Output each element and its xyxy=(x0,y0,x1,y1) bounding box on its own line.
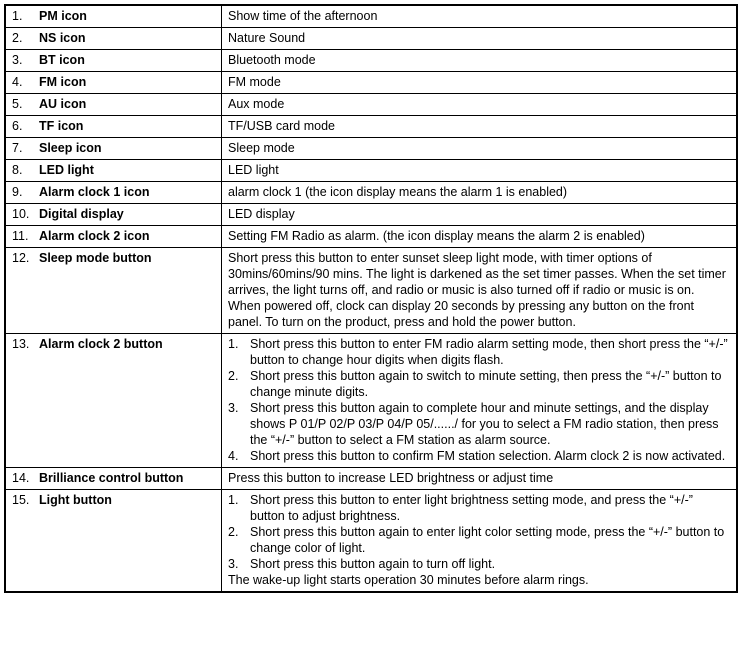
item-cell xyxy=(5,468,222,490)
item-label: Alarm clock 2 button xyxy=(39,337,163,351)
sub-item xyxy=(228,448,730,464)
item-description: Press this button to increase LED brightness or adjust time xyxy=(222,468,738,490)
table-row xyxy=(5,226,737,248)
item-label: TF icon xyxy=(39,119,84,133)
item-number: 14. xyxy=(12,471,30,485)
item-number: 1. xyxy=(12,9,23,23)
sub-item xyxy=(228,492,730,524)
item-number: 9. xyxy=(12,185,23,199)
sub-item xyxy=(228,524,730,556)
item-description xyxy=(222,490,738,593)
item-number: 8. xyxy=(12,163,23,177)
item-label: NS icon xyxy=(39,31,86,45)
table-row xyxy=(5,94,737,116)
table-row xyxy=(5,248,737,334)
item-cell xyxy=(5,204,222,226)
sub-item xyxy=(228,400,730,448)
item-description: Aux mode xyxy=(222,94,738,116)
item-description: alarm clock 1 (the icon display means the alarm 1 is enabled) xyxy=(222,182,738,204)
sub-item-text: Short press this button to enter FM radio alarm setting mode, then short press the “+/-” button to change hour digits when digits flash. xyxy=(250,337,728,367)
table-row xyxy=(5,490,737,593)
sub-item-text: Short press this button again to enter light color setting mode, press the “+/-” button to change color of light. xyxy=(250,525,725,555)
item-label: LED light xyxy=(39,163,94,177)
item-number: 15. xyxy=(12,493,30,507)
sub-item-text: Short press this button to enter light brightness setting mode, and press the “+/-” button to adjust brightness. xyxy=(250,493,693,523)
item-cell xyxy=(5,334,222,468)
item-number: 5. xyxy=(12,97,23,111)
item-description: Bluetooth mode xyxy=(222,50,738,72)
item-cell xyxy=(5,72,222,94)
item-number: 10. xyxy=(12,207,30,221)
item-description: LED display xyxy=(222,204,738,226)
item-number: 2. xyxy=(12,31,23,45)
item-footer: The wake-up light starts operation 30 minutes before alarm rings. xyxy=(228,573,589,587)
item-number: 3. xyxy=(12,53,23,67)
item-cell xyxy=(5,226,222,248)
item-cell xyxy=(5,50,222,72)
sub-item-number: 2. xyxy=(228,525,239,539)
item-cell xyxy=(5,160,222,182)
item-label: Brilliance control button xyxy=(39,471,184,485)
item-description: Nature Sound xyxy=(222,28,738,50)
item-number: 4. xyxy=(12,75,23,89)
sub-item xyxy=(228,368,730,400)
table-row xyxy=(5,160,737,182)
table-row xyxy=(5,5,737,28)
item-cell xyxy=(5,490,222,593)
table-row xyxy=(5,72,737,94)
table-row xyxy=(5,116,737,138)
sub-item-text: Short press this button again to turn off light. xyxy=(250,557,496,571)
item-cell xyxy=(5,28,222,50)
item-number: 13. xyxy=(12,337,30,351)
item-label: Light button xyxy=(39,493,112,507)
item-cell xyxy=(5,182,222,204)
item-label: Alarm clock 2 icon xyxy=(39,229,150,243)
item-label: Alarm clock 1 icon xyxy=(39,185,150,199)
table-row xyxy=(5,28,737,50)
sub-item-number: 2. xyxy=(228,369,239,383)
item-label: Digital display xyxy=(39,207,124,221)
item-label: Sleep mode button xyxy=(39,251,152,265)
table-row xyxy=(5,182,737,204)
item-description: Setting FM Radio as alarm. (the icon display means the alarm 2 is enabled) xyxy=(222,226,738,248)
sub-item-number: 1. xyxy=(228,493,239,507)
sub-item-text: Short press this button to confirm FM station selection. Alarm clock 2 is now activated. xyxy=(250,449,726,463)
sub-item-number: 4. xyxy=(228,449,239,463)
item-label: AU icon xyxy=(39,97,87,111)
item-description: FM mode xyxy=(222,72,738,94)
item-cell xyxy=(5,94,222,116)
table-row xyxy=(5,468,737,490)
item-label: Sleep icon xyxy=(39,141,102,155)
item-cell xyxy=(5,248,222,334)
table-row xyxy=(5,204,737,226)
item-cell xyxy=(5,138,222,160)
item-description xyxy=(222,334,738,468)
item-description: TF/USB card mode xyxy=(222,116,738,138)
sub-item-text: Short press this button again to complete hour and minute settings, and the display shows P 01/P 02/P 03/P 04/P 05/....../ for you to select a FM radio station, then press the “+/-” button to select a FM station as alarm source. xyxy=(250,401,719,447)
item-number: 7. xyxy=(12,141,23,155)
table-row xyxy=(5,334,737,468)
item-label: BT icon xyxy=(39,53,85,67)
sub-item xyxy=(228,336,730,368)
item-description: LED light xyxy=(222,160,738,182)
sub-item-number: 3. xyxy=(228,401,239,415)
sub-item xyxy=(228,556,730,572)
item-number: 11. xyxy=(12,229,29,243)
item-description: Show time of the afternoon xyxy=(222,5,738,28)
item-label: PM icon xyxy=(39,9,87,23)
item-cell xyxy=(5,5,222,28)
table-row xyxy=(5,50,737,72)
sub-item-text: Short press this button again to switch to minute setting, then press the “+/-” button to change minute digits. xyxy=(250,369,722,399)
sub-item-number: 1. xyxy=(228,337,239,351)
item-cell xyxy=(5,116,222,138)
item-number: 6. xyxy=(12,119,23,133)
manual-table xyxy=(4,4,738,593)
item-description: Sleep mode xyxy=(222,138,738,160)
table-row xyxy=(5,138,737,160)
item-description: Short press this button to enter sunset sleep light mode, with timer options of 30mins/60mins/90 mins. The light is darkened as the set timer passes. When the set timer arrives, the light turns off, and radio or music is also turned off if radio or music is on. When powered off, clock can display 20 seconds by pressing any button on the front panel. To turn on the product, press and hold the power button. xyxy=(222,248,738,334)
sub-item-number: 3. xyxy=(228,557,239,571)
item-number: 12. xyxy=(12,251,30,265)
item-label: FM icon xyxy=(39,75,87,89)
